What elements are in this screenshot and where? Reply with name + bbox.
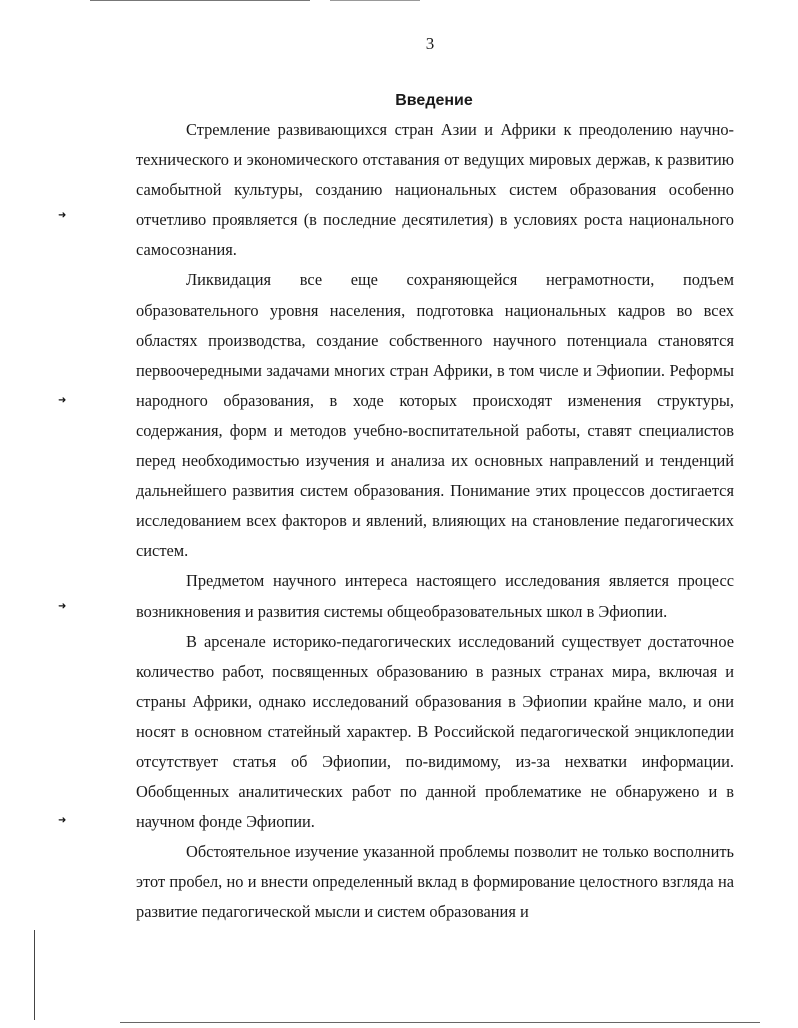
arrow-marker-icon: ➜ [58, 210, 67, 221]
paragraph-1: Стремление развивающихся стран Азии и Африки к преодолению научно-технического и экономического отставания от ведущих мировых держав, к развитию самобытной культуры, созданию национальных систем образования особенно отчетливо проявляется (в последние десятилетия) в условиях роста национального самосознания. [136, 120, 734, 260]
page-number: 3 [425, 34, 435, 53]
document-body [136, 115, 734, 928]
paragraph-3: Предметом научного интереса настоящего исследования является процесс возникновения и развития системы общеобразовательных школ в Эфиопии. [136, 571, 734, 621]
scan-edge-top-short [330, 0, 420, 1]
arrow-marker-icon: ➜ [58, 601, 67, 612]
arrow-marker-icon: ➜ [58, 395, 67, 406]
paragraph-4: В арсенале историко-педагогических исследований существует достаточное количество работ, посвященных образованию в разных странах мира, включая и страны Африки, однако исследований образования в Эфиопии крайне мало, и они носят в основном статейный характер. В Российской педагогической энциклопедии отсутствует статья об Эфиопии, по-видимому, из-за нехватки информации. Обобщенных аналитических работ по данной проблематике не обнаружено и в научном фонде Эфиопии. [136, 631, 734, 832]
scan-edge-bottom [120, 1022, 760, 1023]
scan-edge-left [34, 930, 35, 1020]
paragraph-5: Обстоятельное изучение указанной проблемы позволит не только восполнить этот пробел, но и внести определенный вклад в формирование целостного взгляда на развитие педагогической мысли и систем образования и [136, 842, 734, 922]
paragraph-2: Ликвидация все еще сохраняющейся неграмотности, подъем образовательного уровня населения, подготовка национальных кадров во всех областях производства, создание собственного научного потенциала становятся первоочередными задачами многих стран Африки, в том числе и Эфиопии. Реформы народного образования, в ходе которых происходят изменения структуры, содержания, форм и методов учебно-воспитательной работы, ставят специалистов перед необходимостью изучения и анализа их основных направлений и тенденций дальнейшего развития систем образования. Понимание этих процессов достигается исследованием всех факторов и явлений, влияющих на становление педагогических систем. [136, 270, 734, 561]
scan-edge-top [90, 0, 310, 1]
page-title: Введение [395, 92, 473, 109]
arrow-marker-icon: ➜ [58, 815, 67, 826]
